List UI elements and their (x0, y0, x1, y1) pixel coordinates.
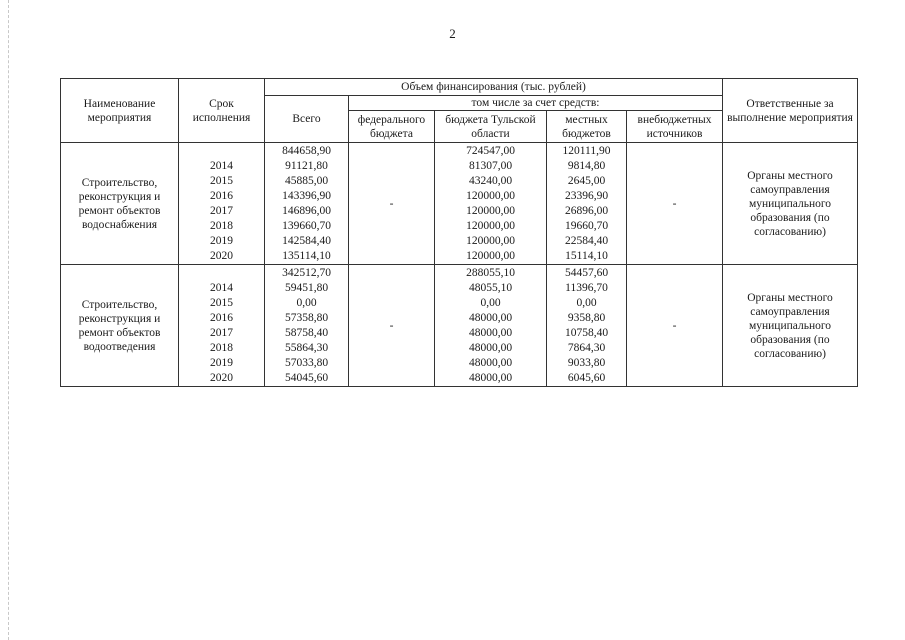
year-cell: 2016 (210, 189, 233, 202)
header-local: местных бюджетов (547, 111, 627, 143)
local-cell: 10758,40 (564, 326, 609, 339)
regional-cell: 48055,10 (468, 281, 513, 294)
local-cell: 2645,00 (567, 174, 606, 187)
federal-cell: - (349, 143, 435, 265)
total-cell: 91121,80 (285, 159, 328, 172)
local-cell: 9033,80 (567, 356, 606, 369)
total-cell: 142584,40 (282, 234, 331, 247)
regional-cell: 0,00 (480, 296, 501, 309)
year-cell: 2019 (210, 234, 233, 247)
extra-cell: - (627, 265, 723, 387)
year-cell: 2015 (210, 174, 233, 187)
year-cell: 2014 (210, 159, 233, 172)
years-list (179, 143, 265, 265)
event-name: Строительство, реконструкция и ремонт объектов водоотведения (61, 265, 179, 387)
total-list (265, 265, 349, 387)
total-cell: 45885,00 (284, 174, 329, 187)
local-list (547, 143, 627, 265)
regional-cell: 724547,00 (466, 144, 515, 157)
header-volume: Объем финансирования (тыс. рублей) (265, 79, 723, 96)
extra-cell: - (627, 143, 723, 265)
regional-cell: 120000,00 (466, 204, 515, 217)
regional-cell: 48000,00 (468, 341, 513, 354)
responsible-cell: Органы местного самоуправления муниципального образования (по согласованию) (723, 265, 858, 387)
event-name: Строительство, реконструкция и ремонт объектов водоснабжения (61, 143, 179, 265)
local-cell: 7864,30 (567, 341, 606, 354)
total-cell: 57033,80 (284, 356, 329, 369)
local-cell: 9814,80 (567, 159, 606, 172)
regional-cell: 120000,00 (466, 189, 515, 202)
header-federal: федерального бюджета (349, 111, 435, 143)
regional-list (435, 143, 547, 265)
regional-list (435, 265, 547, 387)
total-cell: 58758,40 (284, 326, 329, 339)
year-cell: 2017 (210, 326, 233, 339)
local-cell: 22584,40 (564, 234, 609, 247)
header-name: Наименование мероприятия (61, 79, 179, 143)
regional-cell: 120000,00 (466, 249, 515, 262)
regional-cell: 48000,00 (468, 326, 513, 339)
year-cell: 2020 (210, 249, 233, 262)
total-cell: 0,00 (296, 296, 317, 309)
regional-cell: 120000,00 (466, 234, 515, 247)
total-list (265, 143, 349, 265)
header-including: том числе за счет средств: (349, 96, 723, 111)
local-cell: 11396,70 (565, 281, 608, 294)
local-cell: 15114,10 (565, 249, 608, 262)
local-cell: 19660,70 (564, 219, 609, 232)
year-cell: 2018 (210, 341, 233, 354)
header-regional: бюджета Тульской области (435, 111, 547, 143)
regional-cell: 288055,10 (466, 266, 515, 279)
year-cell (182, 144, 261, 159)
year-cell: 2020 (210, 371, 233, 384)
total-cell: 57358,80 (284, 311, 329, 324)
local-list (547, 265, 627, 387)
local-cell: 120111,90 (562, 144, 611, 157)
year-cell: 2018 (210, 219, 233, 232)
total-cell: 146896,00 (282, 204, 331, 217)
local-cell: 26896,00 (564, 204, 609, 217)
regional-cell: 43240,00 (468, 174, 513, 187)
regional-cell: 81307,00 (468, 159, 513, 172)
total-cell: 54045,60 (284, 371, 329, 384)
year-cell: 2019 (210, 356, 233, 369)
financing-table (60, 78, 858, 387)
year-cell: 2016 (210, 311, 233, 324)
local-cell: 23396,90 (564, 189, 609, 202)
total-cell: 55864,30 (284, 341, 329, 354)
local-cell: 54457,60 (564, 266, 609, 279)
years-list (179, 265, 265, 387)
year-cell: 2014 (210, 281, 233, 294)
local-cell: 6045,60 (567, 371, 606, 384)
total-cell: 135114,10 (282, 249, 331, 262)
total-cell: 143396,90 (282, 189, 331, 202)
regional-cell: 48000,00 (468, 356, 513, 369)
year-cell (182, 266, 261, 281)
table-row (61, 265, 858, 387)
responsible-cell: Органы местного самоуправления муниципального образования (по согласованию) (723, 143, 858, 265)
header-extra: внебюджетных источников (627, 111, 723, 143)
total-cell: 59451,80 (284, 281, 329, 294)
table-row (61, 143, 858, 265)
header-total: Всего (265, 96, 349, 143)
local-cell: 0,00 (576, 296, 597, 309)
header-responsible: Ответственные за выполнение мероприятия (723, 79, 858, 143)
total-cell: 139660,70 (282, 219, 331, 232)
regional-cell: 120000,00 (466, 219, 515, 232)
header-term: Срок исполнения (179, 79, 265, 143)
regional-cell: 48000,00 (468, 371, 513, 384)
scan-edge-mark (8, 0, 9, 640)
total-cell: 844658,90 (282, 144, 331, 157)
regional-cell: 48000,00 (468, 311, 513, 324)
local-cell: 9358,80 (567, 311, 606, 324)
page-number: 2 (449, 26, 456, 41)
year-cell: 2017 (210, 204, 233, 217)
total-cell: 342512,70 (282, 266, 331, 279)
federal-cell: - (349, 265, 435, 387)
year-cell: 2015 (210, 296, 233, 309)
